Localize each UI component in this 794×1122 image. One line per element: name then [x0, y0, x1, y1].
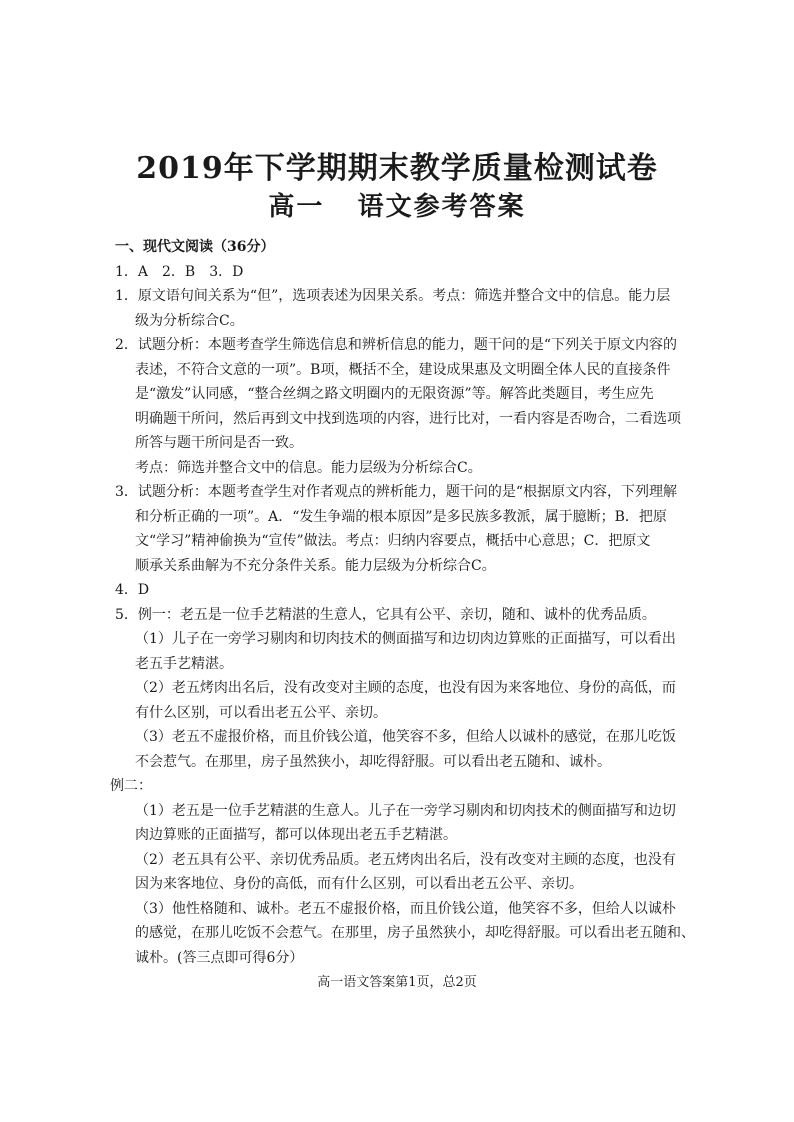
answer-line: 1．A 2．B 3．D: [115, 263, 244, 280]
answer-content: [110, 235, 695, 970]
answer-line: 表述，不符合文意的一项”。B项，概括不全，建设成果惠及文明圈全体人民的直接条件: [135, 361, 671, 378]
section-heading: 一、现代文阅读（36分）: [115, 239, 275, 255]
answer-line: 老五手艺精湛。: [135, 655, 233, 672]
answer-line: （2）老五烤肉出名后，没有改变对主顾的态度，也没有因为来客地位、身份的高低，而: [135, 680, 676, 696]
answer-line: 1．原文语句间关系为“但”，选项表述为因果关系。考点：筛选并整合文中的信息。能力层: [115, 288, 671, 304]
page-subtitle: 高一 语文参考答案: [268, 192, 526, 222]
answer-line: 肉边算账的正面描写，都可以体现出老五手艺精湛。: [135, 827, 457, 843]
answer-line: 不会惹气。在那里，房子虽然狭小，却吃得舒服。可以看出老五随和、诚朴。: [135, 753, 611, 770]
answer-line: 所答与题干所问是否一致。: [135, 435, 303, 451]
answer-line: 是“激发”认同感，“整合丝绸之路文明圈内的无限资源”等。解答此类题目，考生应先: [135, 386, 654, 402]
page-title: 2019年下学期期末教学质量检测试卷: [136, 151, 658, 186]
answer-line: 级为分析综合C。: [135, 312, 244, 329]
answer-line: 5．例一：老五是一位手艺精湛的生意人，它具有公平、亲切，随和、诚朴的优秀品质。: [115, 606, 656, 623]
answer-line: 有什么区别，可以看出老五公平、亲切。: [135, 704, 387, 721]
answer-line: 诚朴。(答三点即可得6分）: [135, 949, 304, 966]
answer-line: 的感觉，在那儿吃饭不会惹气。在那里，房子虽然狭小，却吃得舒服。可以看出老五随和、: [135, 925, 695, 941]
answer-line: （1）老五是一位手艺精湛的生意人。儿子在一旁学习剔肉和切肉技术的侧面描写和边切: [135, 802, 676, 819]
answer-line: 4．D: [115, 582, 150, 598]
answer-line: （3）他性格随和、诚朴。老五不虚报价格，而且价钱公道，他笑容不多，但给人以诚朴: [135, 900, 676, 917]
answer-line: 例二：: [110, 778, 152, 794]
answer-line: 和分析正确的一项”。A．“发生争端的根本原因”是多民族多教派，属于臆断；B．把原: [135, 508, 667, 525]
page-footer: 高一语文答案第1页，总2页: [317, 975, 477, 990]
answer-line: 文“学习”精神偷换为“宣传”做法。考点：归纳内容要点，概括中心意思；C．把原文: [135, 533, 651, 549]
answer-line: 顺承关系曲解为不充分条件关系。能力层级为分析综合C。: [135, 557, 496, 574]
answer-line: 考点：筛选并整合文中的信息。能力层级为分析综合C。: [135, 459, 482, 476]
answer-line: 因为来客地位、身份的高低，而有什么区别，可以看出老五公平、亲切。: [135, 876, 583, 892]
answer-line: 明确题干所问，然后再到文中找到选项的内容，进行比对，一看内容是否吻合，二看选项: [135, 410, 681, 427]
answer-line: 2．试题分析：本题考查学生筛选信息和辨析信息的能力，题干问的是“下列关于原文内容的: [115, 337, 678, 353]
answer-line: （3）老五不虚报价格，而且价钱公道，他笑容不多，但给人以诚朴的感觉，在那儿吃饭: [135, 729, 676, 745]
answer-line: 3．试题分析：本题考查学生对作者观点的辨析能力，题干问的是“根据原文内容，下列理解: [115, 484, 678, 500]
answer-line: （1）儿子在一旁学习剔肉和切肉技术的侧面描写和边切肉边算账的正面描写，可以看出: [135, 631, 676, 647]
answer-line: （2）老五具有公平、亲切优秀品质。老五烤肉出名后，没有改变对主顾的态度，也没有: [135, 851, 676, 868]
